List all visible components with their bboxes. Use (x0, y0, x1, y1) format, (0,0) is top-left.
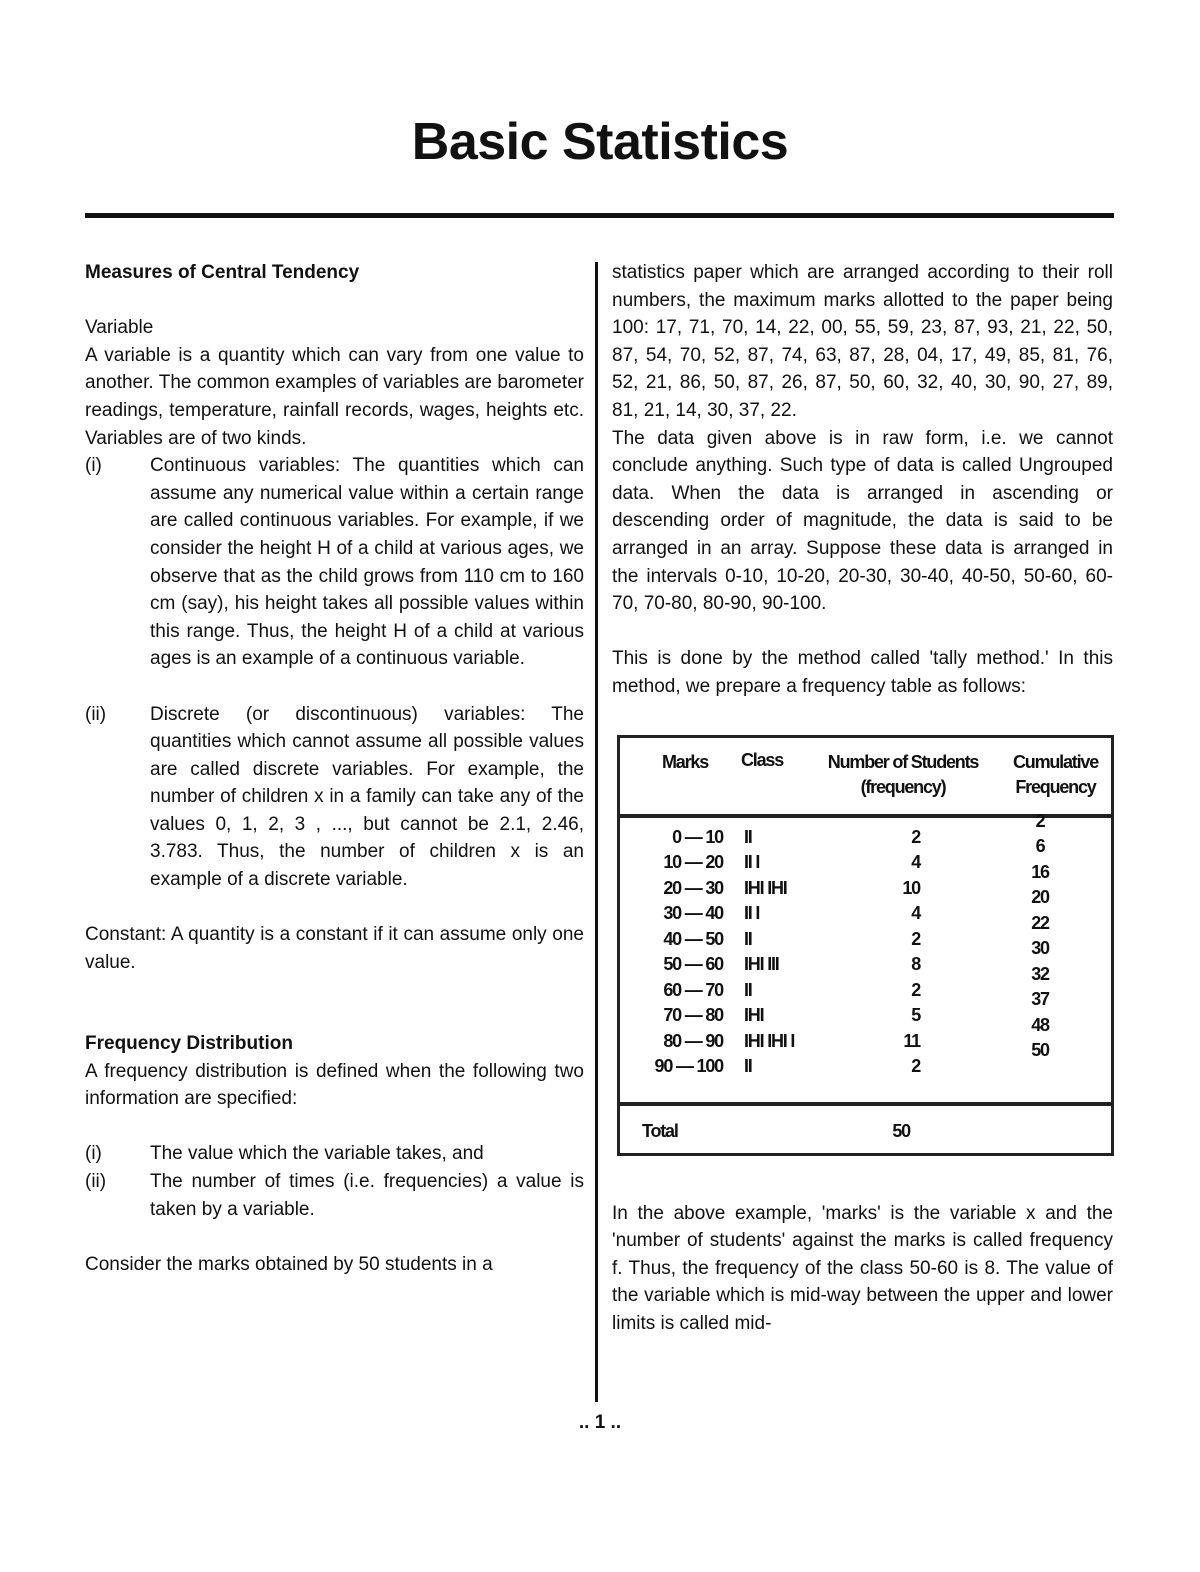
total-label: Total (642, 1120, 678, 1141)
tally-cell: IHI IHI (744, 877, 787, 898)
item-text: Discrete (or discontinuous) variables: The quantities which cannot assume all possible values are called discrete variables. For example, the number of children x in a family can take any of the values 0, 1, 2, 3 , ..., but cannot be 2.1, 2.46, 3.783. Thus, the number of children x is an example of a discrete variable. (150, 703, 584, 891)
item-text: Continuous variables: The quantities which can assume any numerical value within a certain range are called continuous variables. For example, if we consider the height H of a child at various ages, we observe that as the child grows from 110 cm to 160 cm (say), his height takes all possible values within this range. Thus, the height H of a child at various ages is an example of a continuous variable. (150, 455, 584, 670)
tally-cell: II (744, 826, 752, 847)
header-class: Class (740, 749, 784, 770)
tally-cell: IHI IHI I (744, 1030, 795, 1051)
frequency-cell: 10 (902, 877, 920, 898)
frequency-cell: 11 (903, 1030, 920, 1051)
page-number: .. 1 .. (578, 1412, 622, 1433)
title-rule (85, 213, 1114, 218)
cumulative-cell: 20 (1031, 887, 1049, 907)
table-footer (620, 1102, 1111, 1156)
heading-central-tendency: Measures of Central Tendency (85, 262, 360, 283)
variable-definition: A variable is a quantity which can vary from one value to another. The common examples of variables are barometer readings, temperature, rainfall records, wages, heights etc. Variables are of two kinds. (85, 344, 584, 449)
header-cumulative-line1: Cumulative (1012, 751, 1099, 772)
marks-cell: 40 — 50 (663, 928, 723, 949)
item-text: The number of times (i.e. frequencies) a value is taken by a variable. (150, 1171, 584, 1220)
item-number: (i) (85, 455, 102, 477)
frequency-cell: 2 (911, 979, 920, 1000)
list-item (85, 452, 584, 673)
cumulative-cell: 50 (1031, 1040, 1049, 1060)
ungrouped-paragraph: The data given above is in raw form, i.e. we cannot conclude anything. Such type of data is called Ungrouped data. When the data is arranged in ascending or descending order of magnitude, the data is said to be arranged in an array. Suppose these data is arranged in the intervals 0-10, 10-20, 20-30, 30-40, 40-50, 50-60, 60-70, 70-80, 80-90, 90-100. (612, 427, 1113, 615)
header-cumulative-line2: Frequency (1015, 776, 1096, 797)
tally-paragraph: This is done by the method called 'tally method.' In this method, we prepare a frequency table as follows: (612, 648, 1113, 697)
total-value: 50 (892, 1120, 910, 1141)
tally-cell: IHI III (744, 954, 779, 974)
tally-cell: IHI (744, 1005, 764, 1025)
marks-cell: 60 — 70 (663, 979, 723, 1000)
frequency-cell: 2 (911, 826, 920, 847)
frequency-cell: 2 (911, 1056, 920, 1076)
constant-definition: Constant: A quantity is a constant if it can assume only one value. (85, 924, 584, 973)
tally-cell: II I (744, 903, 760, 923)
header-frequency-line1: Number of Students (827, 751, 979, 772)
marks-cell: 80 — 90 (663, 1030, 723, 1051)
tally-cell: II (744, 1056, 752, 1076)
tally-cell: II (744, 928, 752, 949)
left-column (85, 259, 584, 1278)
item-text: The value which the variable takes, and (150, 1143, 484, 1165)
frequency-cell: 4 (911, 852, 920, 872)
frequency-cell: 2 (911, 928, 920, 949)
column-divider (595, 262, 598, 1402)
cumulative-cell: 48 (1031, 1014, 1049, 1035)
tally-cell: II (744, 979, 752, 1000)
item-number: (i) (85, 1143, 102, 1165)
marks-cell: 30 — 40 (663, 903, 723, 923)
frequency-cell: 5 (911, 1005, 920, 1025)
heading-frequency-distribution: Frequency Distribution (85, 1033, 293, 1055)
cumulative-cell: 2 (1035, 810, 1045, 831)
list-item (85, 1168, 584, 1223)
cumulative-cell: 32 (1031, 963, 1049, 984)
marks-cell: 10 — 20 (663, 852, 723, 872)
header-frequency-line2: (frequency) (860, 776, 946, 797)
cumulative-cell: 30 (1031, 938, 1049, 958)
header-cumulative (1003, 750, 1108, 800)
page-title: Basic Statistics (411, 113, 789, 171)
list-item (85, 1140, 584, 1168)
table-header (620, 738, 1111, 818)
tally-cell: II I (744, 852, 760, 872)
marks-cell: 50 — 60 (663, 954, 723, 974)
item-number: (ii) (85, 1171, 107, 1192)
cumulative-cell: 37 (1031, 989, 1049, 1009)
cumulative-cell: 6 (1035, 836, 1045, 856)
marks-cell: 70 — 80 (663, 1005, 723, 1025)
raw-data-paragraph: statistics paper which are arranged according to their roll numbers, the maximum marks allotted to the paper being 100: 17, 71, 70, 14, 22, 00, 55, 59, 23, 87, 93, 21, 22, 50, 87, 54, 70, 52, 87, 74, 63, 87, 28, 04, 17, 49, 85, 81, 76, 52, 21, 86, 50, 87, 26, 87, 50, 60, 32, 40, 30, 90, 27, 89, 81, 21, 14, 30, 37, 22. (612, 262, 1113, 421)
right-column (612, 259, 1113, 1337)
marks-cell: 90 — 100 (654, 1056, 723, 1076)
frequency-cell: 4 (911, 903, 920, 923)
frequency-definition: A frequency distribution is defined when the following two information are specified: (85, 1060, 584, 1110)
variable-label: Variable (85, 317, 154, 339)
header-frequency (808, 750, 998, 800)
cumulative-cell: 22 (1031, 912, 1049, 933)
list-item (85, 701, 584, 894)
frequency-table (617, 735, 1114, 1156)
example-paragraph: In the above example, 'marks' is the variable x and the 'number of students' against the marks is called frequency f. Thus, the frequency of the class 50-60 is 8. The value of the variable which is mid-way between the upper and lower limits is called mid- (612, 1202, 1113, 1334)
cumulative-cell: 16 (1031, 861, 1049, 882)
consider-text: Consider the marks obtained by 50 students in a (85, 1253, 493, 1275)
marks-cell: 20 — 30 (663, 877, 723, 898)
item-number: (ii) (85, 703, 107, 725)
header-marks: Marks (661, 751, 709, 772)
frequency-cell: 8 (911, 954, 920, 974)
marks-cell: 0 — 10 (672, 826, 723, 847)
